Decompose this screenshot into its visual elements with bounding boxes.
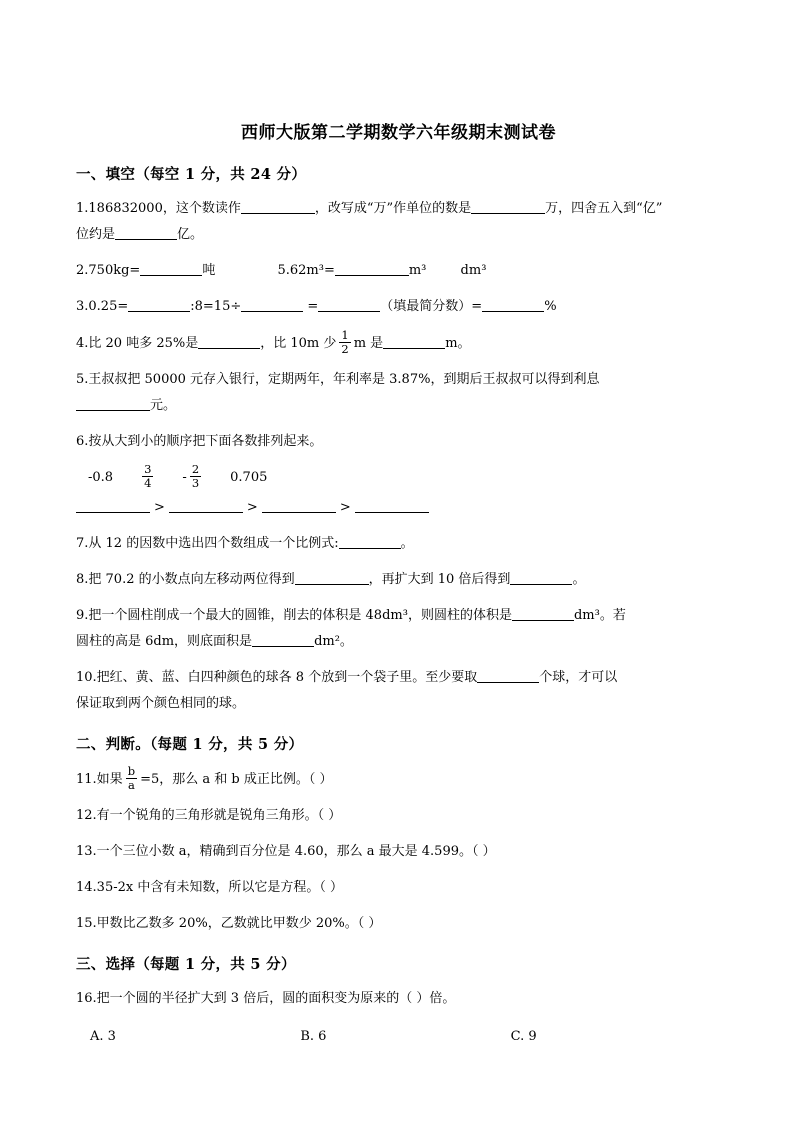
fraction-numerator: b — [127, 764, 136, 778]
answer-blank[interactable] — [140, 262, 202, 276]
answer-blank[interactable] — [241, 200, 315, 214]
section-heading-choice: 三、选择（每题 1 分，共 5 分） — [76, 956, 296, 973]
q8-text-a: 8.把 70.2 的小数点向左移动两位得到 — [76, 572, 295, 587]
answer-blank[interactable] — [318, 298, 380, 312]
answer-blank[interactable] — [510, 571, 572, 585]
answer-blank[interactable] — [169, 499, 243, 513]
fraction-denominator: a — [126, 778, 137, 792]
q3-text-a: 3.0.25= — [76, 299, 129, 314]
fraction-numerator: 3 — [144, 462, 152, 476]
question-2 — [76, 258, 721, 284]
q8-text-c: 。 — [572, 572, 586, 587]
question-6-answer-row — [76, 495, 721, 521]
answer-blank[interactable] — [477, 669, 539, 683]
q7-text-end: 。 — [400, 536, 414, 551]
q11-text-a: 11.如果 — [76, 772, 123, 787]
question-9 — [76, 603, 721, 655]
q10-text-c: 保证取到两个颜色相同的球。 — [76, 696, 246, 711]
fraction-three-quarters — [142, 463, 153, 490]
q4-text-d: m。 — [445, 336, 471, 351]
q3-text-d: （填最简分数）= — [380, 299, 483, 314]
q9-text-a: 9.把一个圆柱削成一个最大的圆锥，削去的体积是 48dm³，则圆柱的体积是 — [76, 608, 512, 623]
q2-text-e: dm³ — [460, 263, 487, 278]
q5-text-a: 5.王叔叔把 50000 元存入银行，定期两年，年利率是 3.87%，到期后王叔叔可以得到利息 — [76, 372, 600, 387]
q1-text-c: 万，四舍五入到“亿” — [545, 201, 663, 216]
q6-number-1: -0.8 — [88, 470, 114, 485]
q1-text-e: 亿。 — [177, 227, 204, 242]
q2-text-d: m³ — [408, 263, 427, 278]
answer-blank[interactable] — [471, 200, 545, 214]
question-5 — [76, 367, 721, 419]
greater-than-sign: > — [154, 500, 165, 515]
question-15: 15.甲数比乙数多 20%，乙数就比甲数少 20%。（ ） — [76, 916, 382, 931]
answer-blank[interactable] — [339, 535, 401, 549]
q5-text-b: 元。 — [150, 398, 177, 413]
option-c[interactable]: C. 9 — [510, 1029, 537, 1044]
q9-text-c: 圆柱的高是 6dm，则底面积是 — [76, 634, 253, 649]
fraction-two-thirds — [190, 463, 201, 490]
q9-text-b: dm³。若 — [573, 608, 626, 623]
q3-text-c: = — [307, 299, 319, 314]
q4-text-a: 4.比 20 吨多 25%是 — [76, 336, 199, 351]
q2-text-a: 2.750kg= — [76, 263, 141, 278]
fraction-denominator: 3 — [191, 476, 200, 490]
q9-text-d: dm²。 — [314, 634, 353, 649]
fraction-denominator: 2 — [341, 342, 349, 356]
answer-blank[interactable] — [252, 633, 314, 647]
question-6-numbers — [88, 464, 721, 491]
fraction-denominator: 4 — [144, 476, 152, 490]
section-heading-true-false: 二、判断。（每题 1 分，共 5 分） — [76, 736, 304, 753]
answer-blank[interactable] — [482, 298, 544, 312]
q3-text-b: :8=15÷ — [190, 299, 242, 314]
question-16: 16.把一个圆的半径扩大到 3 倍后，圆的面积变为原来的（ ）倍。 — [76, 991, 456, 1006]
question-16-options — [76, 1024, 721, 1050]
answer-blank[interactable] — [241, 298, 303, 312]
question-8 — [76, 567, 721, 593]
q1-text-a: 1.186832000，这个数读作 — [76, 201, 241, 216]
answer-blank[interactable] — [76, 499, 150, 513]
answer-blank[interactable] — [335, 262, 409, 276]
question-12: 12.有一个锐角的三角形就是锐角三角形。（ ） — [76, 808, 342, 823]
question-6 — [76, 429, 721, 455]
fraction-b-over-a — [126, 765, 137, 792]
q8-text-b: ，再扩大到 10 倍后得到 — [368, 572, 511, 587]
question-7 — [76, 531, 721, 557]
question-3 — [76, 294, 721, 320]
q3-text-e: % — [544, 299, 557, 314]
q2-text-b: 吨 — [202, 263, 216, 278]
q1-text-d: 位约是 — [76, 227, 116, 242]
question-10 — [76, 665, 721, 717]
section-heading-fill-in: 一、填空（每空 1 分，共 24 分） — [76, 166, 307, 183]
answer-blank[interactable] — [383, 335, 445, 349]
question-1 — [76, 196, 721, 248]
answer-blank[interactable] — [355, 499, 429, 513]
q6-text: 6.按从大到小的顺序把下面各数排列起来。 — [76, 434, 323, 449]
q11-text-b: =5，那么 a 和 b 成正比例。（ ） — [140, 772, 333, 787]
q6-number-2: 0.705 — [230, 470, 268, 485]
q10-text-a: 10.把红、黄、蓝、白四种颜色的球各 8 个放到一个袋子里。至少要取 — [76, 670, 478, 685]
question-4 — [76, 330, 721, 357]
answer-blank[interactable] — [262, 499, 336, 513]
q7-text: 7.从 12 的因数中选出四个数组成一个比例式: — [76, 536, 339, 551]
greater-than-sign: > — [246, 500, 258, 515]
fraction-numerator: 2 — [191, 462, 200, 476]
q10-text-b: 个球，才可以 — [539, 670, 618, 685]
fraction-numerator: 1 — [341, 328, 349, 342]
option-a[interactable]: A. 3 — [90, 1029, 116, 1044]
answer-blank[interactable] — [128, 298, 190, 312]
question-14: 14.35-2x 中含有未知数，所以它是方程。（ ） — [76, 880, 343, 895]
q2-text-c: 5.62m³= — [277, 263, 335, 278]
page-title: 西师大版第二学期数学六年级期末测试卷 — [241, 123, 556, 143]
q1-text-b: ，改写成“万”作单位的数是 — [314, 201, 472, 216]
question-13: 13.一个三位小数 a，精确到百分位是 4.60，那么 a 最大是 4.599。（ ） — [76, 844, 496, 859]
answer-blank[interactable] — [115, 226, 177, 240]
option-b[interactable]: B. 6 — [300, 1029, 327, 1044]
answer-blank[interactable] — [295, 571, 369, 585]
greater-than-sign: > — [339, 500, 351, 515]
answer-blank[interactable] — [198, 335, 260, 349]
q6-minus-sign: - — [182, 470, 187, 485]
fraction-one-half — [339, 329, 350, 356]
q4-text-c: m 是 — [353, 336, 384, 351]
question-11 — [76, 766, 721, 793]
answer-blank[interactable] — [76, 397, 150, 411]
answer-blank[interactable] — [512, 607, 574, 621]
q4-text-b: ，比 10m 少 — [260, 336, 337, 351]
